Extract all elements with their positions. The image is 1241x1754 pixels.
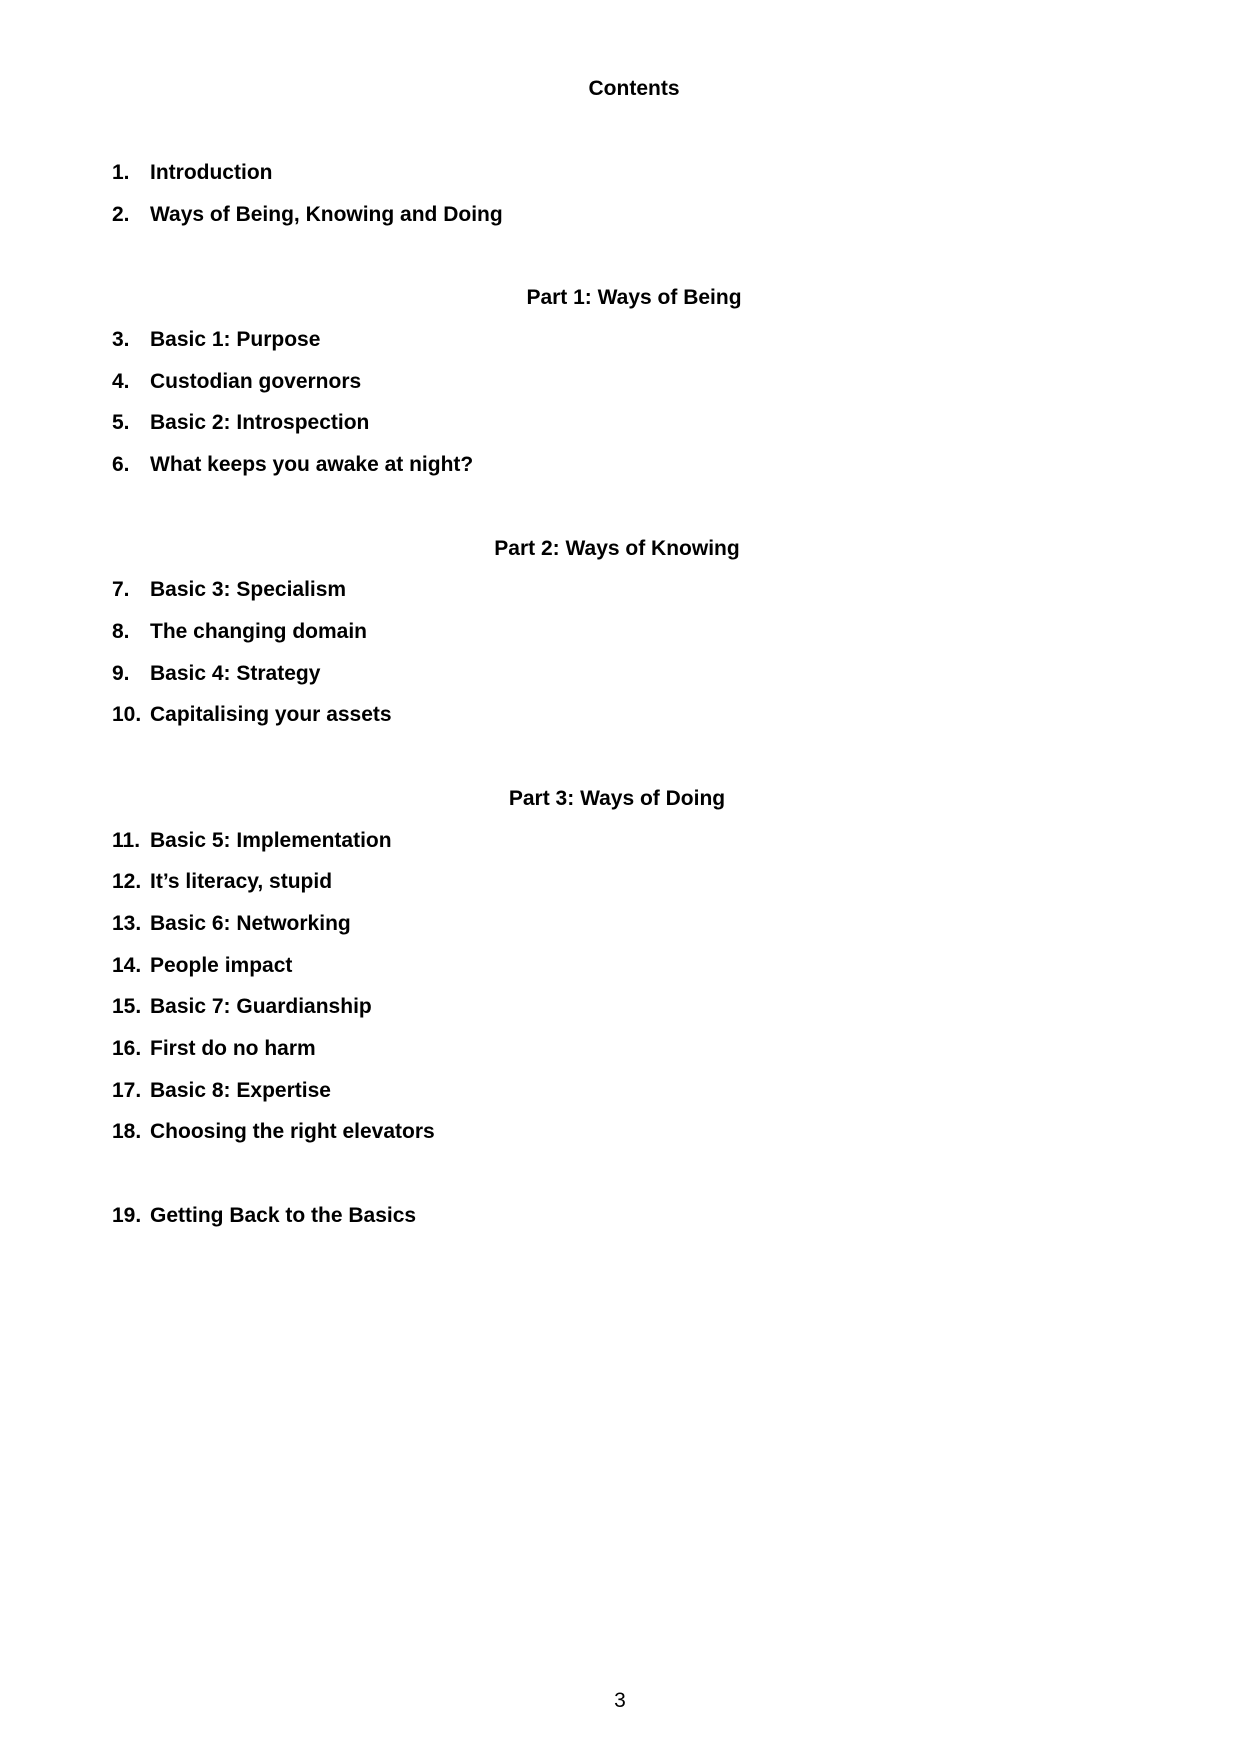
toc-item (112, 619, 367, 645)
toc-item-number: 8. (112, 620, 130, 643)
toc-item (112, 327, 320, 353)
toc-item-label: Basic 7: Guardianship (150, 995, 372, 1018)
toc-item-label: Basic 5: Implementation (150, 829, 392, 852)
toc-item-number: 5. (112, 411, 130, 434)
toc-item (112, 160, 272, 186)
toc-item-label: Basic 1: Purpose (150, 328, 321, 351)
toc-item-number: 19. (112, 1204, 142, 1227)
toc-item (112, 869, 332, 895)
toc-item (112, 1036, 316, 1062)
toc-item (112, 702, 392, 728)
toc-item (112, 452, 473, 478)
toc-item (112, 577, 346, 603)
toc-item-number: 6. (112, 453, 130, 476)
toc-item-number: 18. (112, 1120, 142, 1143)
page-number: 3 (614, 1689, 626, 1712)
toc-item-number: 2. (112, 203, 130, 226)
toc-item-label: Introduction (150, 161, 273, 184)
toc-item (112, 828, 392, 854)
toc-item-label: It’s literacy, stupid (150, 870, 333, 893)
toc-item-number: 14. (112, 954, 142, 977)
toc-item (112, 410, 369, 436)
toc-item-number: 10. (112, 703, 142, 726)
part-1-heading: Part 1: Ways of Being (526, 286, 742, 309)
toc-item (112, 661, 320, 687)
toc-item (112, 953, 292, 979)
toc-item-label: Basic 6: Networking (150, 912, 351, 935)
toc-item-number: 7. (112, 578, 130, 601)
toc-item-number: 17. (112, 1079, 142, 1102)
toc-item (112, 1119, 435, 1145)
toc-item-number: 9. (112, 662, 130, 685)
toc-item-label: Capitalising your assets (150, 703, 392, 726)
toc-item-number: 4. (112, 370, 130, 393)
toc-item-label: The changing domain (150, 620, 368, 643)
toc-item-number: 13. (112, 912, 142, 935)
toc-item-number: 12. (112, 870, 142, 893)
toc-item-number: 1. (112, 161, 130, 184)
toc-item (112, 911, 351, 937)
toc-item-label: Basic 2: Introspection (150, 411, 370, 434)
part-2-heading: Part 2: Ways of Knowing (494, 537, 740, 560)
toc-item (112, 202, 503, 228)
toc-item-number: 16. (112, 1037, 142, 1060)
toc-item (112, 1203, 416, 1229)
toc-item-number: 3. (112, 328, 130, 351)
toc-item-number: 15. (112, 995, 142, 1018)
toc-item-label: Basic 3: Specialism (150, 578, 347, 601)
toc-item (112, 1078, 331, 1104)
toc-item-label: Basic 8: Expertise (150, 1079, 331, 1102)
toc-item-number: 11. (112, 829, 141, 852)
toc-item-label: What keeps you awake at night? (150, 453, 474, 476)
toc-item-label: Ways of Being, Knowing and Doing (150, 203, 503, 226)
toc-item-label: Basic 4: Strategy (150, 662, 321, 685)
toc-item-label: First do no harm (150, 1037, 316, 1060)
toc-item-label: Getting Back to the Basics (150, 1204, 417, 1227)
page-title: Contents (588, 77, 680, 100)
toc-item-label: Custodian governors (150, 370, 362, 393)
toc-item-label: Choosing the right elevators (150, 1120, 435, 1143)
toc-item (112, 369, 361, 395)
toc-item-label: People impact (150, 954, 293, 977)
part-3-heading: Part 3: Ways of Doing (508, 787, 726, 810)
toc-item (112, 994, 372, 1020)
